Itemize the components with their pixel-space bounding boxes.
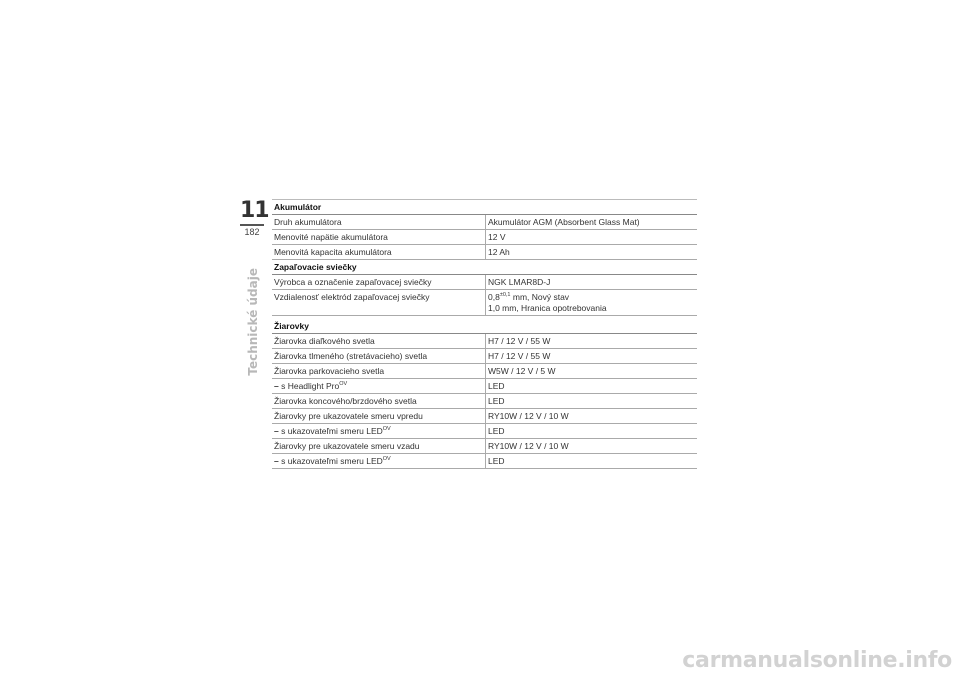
table-row bbox=[272, 275, 697, 290]
table-row bbox=[272, 230, 697, 245]
row-value bbox=[485, 290, 697, 315]
row-value: W5W / 12 V / 5 W bbox=[485, 364, 697, 378]
row-value: RY10W / 12 V / 10 W bbox=[485, 439, 697, 453]
table-row bbox=[272, 364, 697, 379]
dash-bullet: – bbox=[274, 381, 279, 391]
option-superscript: OV bbox=[382, 426, 391, 432]
row-value: LED bbox=[485, 379, 697, 393]
row-label: Žiarovka tlmeného (stretávacieho) svetla bbox=[274, 351, 428, 361]
table-row bbox=[272, 245, 697, 260]
table-row bbox=[272, 334, 697, 349]
row-label: Vzdialenosť elektród zapaľovacej sviečky bbox=[274, 292, 430, 302]
row-value: LED bbox=[485, 394, 697, 408]
dash-bullet: – bbox=[274, 456, 279, 466]
dash-bullet: – bbox=[274, 426, 279, 436]
section-heading-spark-plugs: Zapaľovacie sviečky bbox=[272, 260, 697, 275]
chapter-title bbox=[247, 268, 259, 378]
tolerance-superscript: ±0,1 bbox=[499, 292, 511, 298]
value-main: 0,8 bbox=[488, 292, 500, 302]
row-value: NGK LMAR8D-J bbox=[485, 275, 697, 289]
chapter-number: 11 bbox=[240, 198, 269, 223]
page-number: 182 bbox=[244, 227, 260, 237]
table-row bbox=[272, 394, 697, 409]
row-label: Žiarovka parkovacieho svetla bbox=[274, 366, 385, 376]
spec-table bbox=[272, 199, 697, 469]
table-row bbox=[272, 439, 697, 454]
row-value: Akumulátor AGM (Absorbent Glass Mat) bbox=[485, 215, 697, 229]
row-label-text: s Headlight Pro bbox=[278, 381, 340, 391]
row-value: 12 V bbox=[485, 230, 697, 244]
watermark-text: carmanualsonline.info bbox=[682, 648, 952, 673]
row-label: Výrobca a označenie zapaľovacej sviečky bbox=[274, 277, 432, 287]
row-label-text: s ukazovateľmi smeru LED bbox=[278, 456, 383, 466]
table-row bbox=[272, 424, 697, 439]
row-value: RY10W / 12 V / 10 W bbox=[485, 409, 697, 423]
table-row bbox=[272, 215, 697, 230]
option-superscript: OV bbox=[339, 381, 348, 387]
row-label: Žiarovky pre ukazovatele smeru vpredu bbox=[274, 411, 423, 421]
table-row bbox=[272, 454, 697, 469]
table-row bbox=[272, 290, 697, 316]
row-label: Menovité napätie akumulátora bbox=[274, 232, 388, 242]
row-label: Menovitá kapacita akumulátora bbox=[274, 247, 392, 257]
value-line2: 1,0 mm, Hranica opotrebovania bbox=[488, 303, 607, 313]
chapter-divider bbox=[240, 224, 264, 226]
table-row bbox=[272, 349, 697, 364]
row-label bbox=[272, 379, 485, 393]
row-label: Žiarovka diaľkového svetla bbox=[274, 336, 375, 346]
row-label bbox=[272, 454, 485, 468]
row-label: Žiarovka koncového/brzdového svetla bbox=[274, 396, 417, 406]
section-heading-bulbs: Žiarovky bbox=[272, 319, 697, 334]
row-value: H7 / 12 V / 55 W bbox=[485, 334, 697, 348]
table-row bbox=[272, 409, 697, 424]
row-label bbox=[272, 424, 485, 438]
option-superscript: OV bbox=[382, 456, 391, 462]
row-value: 12 Ah bbox=[485, 245, 697, 259]
row-value: LED bbox=[485, 454, 697, 468]
row-label: Žiarovky pre ukazovatele smeru vzadu bbox=[274, 441, 420, 451]
row-label-text: s ukazovateľmi smeru LED bbox=[278, 426, 383, 436]
chapter-title-text: Technické údaje bbox=[246, 268, 260, 376]
row-label: Druh akumulátora bbox=[274, 217, 342, 227]
value-rest: mm, Nový stav bbox=[510, 292, 570, 302]
row-value: H7 / 12 V / 55 W bbox=[485, 349, 697, 363]
row-value: LED bbox=[485, 424, 697, 438]
section-heading-battery: Akumulátor bbox=[272, 200, 697, 215]
table-row bbox=[272, 379, 697, 394]
